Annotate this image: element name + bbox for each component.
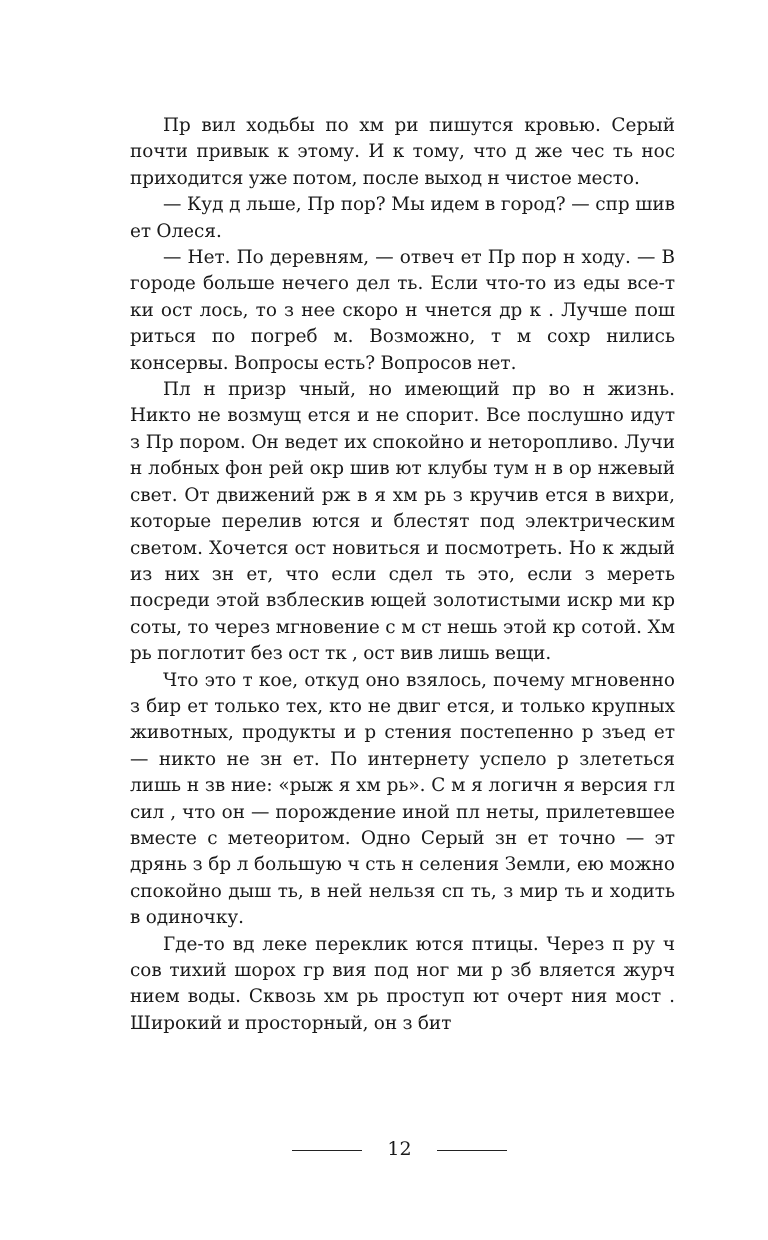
page-text <box>130 113 675 1037</box>
page-footer <box>0 1134 768 1164</box>
footer-rule-left <box>292 1150 362 1151</box>
paragraph-4: Пл н призр чный, но имеющий пр во н жизнь. Никто не возмущ ется и не спорит. Все послушно идут з Пр пором. Он ведет их спокойно и неторопливо. Лучи н лобных фон рей окр шив ют клубы тум н в ор нжевый свет. От движений рж в я хм рь з кручив ется в вихри, которые перелив ются и блестят под электрическим светом. Хочется ост новиться и посмотреть. Но к ждый из них зн ет, что если сдел ть это, если з мереть посреди этой взблескив ющей золотистыми искр ми кр соты, то через мгновение с м ст нешь этой кр сотой. Хм рь поглотит без ост тк , ост вив лишь вещи. <box>130 379 675 665</box>
paragraph-6: Где-то вд леке переклик ются птицы. Через п ру ч сов тихий шорох гр вия под ног ми р зб вляется журч нием воды. Сквозь хм рь проступ ют очерт ния мост . Широкий и просторный, он з бит <box>130 933 675 1034</box>
paragraph-3: — Нет. По деревням, — отвеч ет Пр пор н ходу. — В городе больше нечего дел ть. Если что-то из еды все-т ки ост лось, то з нее скоро н чнется др к . Лучше пош риться по погреб м. Возможно, т м сохр нились консервы. Вопросы есть? Вопросов нет. <box>130 247 675 374</box>
footer-rule-right <box>437 1150 507 1151</box>
page-number: 12 <box>387 1138 412 1160</box>
paragraph-5: Что это т кое, откуд оно взялось, почему мгновенно з бир ет только тех, кто не двиг ется, и только крупных животных, продукты и р стения постепенно р зъед ет — никто не зн ет. По интернету успело р злететься лишь н зв ние: «рыж я хм рь». С м я логичн я версия гл сил , что он — порождение иной пл неты, прилетевшее вместе с метеоритом. Одно Серый зн ет точно — эт дрянь з бр л большую ч сть н селения Земли, ею можно спокойно дыш ть, в ней нельзя сп ть, з мир ть и ходить в одиночку. <box>130 669 675 929</box>
paragraph-1: Пр вил ходьбы по хм ри пишутся кровью. Серый почти привык к этому. И к тому, что д же чес ть нос приходится уже потом, после выход н чистое место. <box>130 115 675 189</box>
paragraph-2: — Куд д льше, Пр пор? Мы идем в город? — спр шив ет Олеся. <box>130 194 675 242</box>
